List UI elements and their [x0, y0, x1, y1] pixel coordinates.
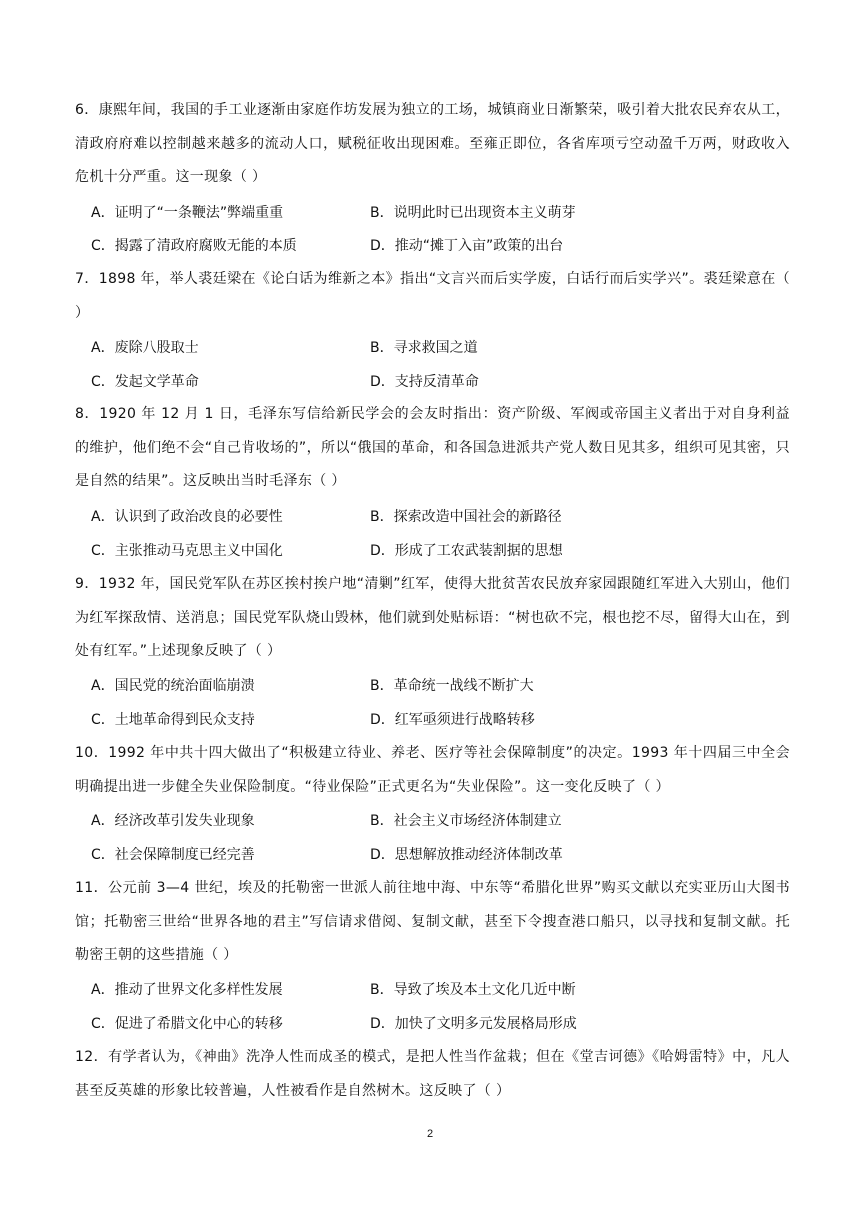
options-row-9-ab: [91, 669, 791, 703]
options-row-10-cd: [91, 838, 791, 872]
option-9-a: A．国民党的统治面临崩溃: [91, 678, 255, 694]
option-8-b: B．探索改造中国社会的新路径: [370, 509, 562, 525]
option-10-d: D．思想解放推动经济体制改革: [370, 847, 563, 863]
options-row-10-ab: [91, 804, 791, 838]
option-6-d: D．推动“摊丁入亩”政策的出台: [370, 238, 564, 254]
option-11-c: C．促进了希腊文化中心的转移: [91, 1016, 283, 1032]
option-10-b: B．社会主义市场经济体制建立: [370, 813, 562, 829]
options-row-7-ab: [91, 331, 791, 365]
option-9-d: D．红军亟须进行战略转移: [370, 712, 535, 728]
option-10-c: C．社会保障制度已经完善: [91, 847, 255, 863]
option-9-b: B．革命统一战线不断扩大: [370, 678, 534, 694]
question-6: 6．康熙年间，我国的手工业逐渐由家庭作坊发展为独立的工场，城镇商业日渐繁荣，吸引着大批农民弃农从工，清政府府难以控制越来越多的流动人口，赋税征收出现困难。至雍正即位，各省库项亏空动盈千万两，财政收入危机十分严重。这一现象（ ）: [75, 102, 790, 185]
question-7: 7．1898 年，举人裘廷梁在《论白话为维新之本》指出“文言兴而后实学废，白话行而后实学兴”。裘廷梁意在（ ）: [75, 271, 790, 321]
option-6-c: C．揭露了清政府腐败无能的本质: [91, 238, 297, 254]
option-9-c: C．土地革命得到民众支持: [91, 712, 255, 728]
option-7-d: D．支持反清革命: [370, 374, 479, 390]
option-8-d: D．形成了工农武装割据的思想: [370, 543, 563, 559]
option-6-b: B．说明此时已出现资本主义萌芽: [370, 205, 576, 221]
options-row-8-ab: [91, 500, 791, 534]
question-12: 12．有学者认为，《神曲》洗净人性而成圣的模式，是把人性当作盆栽；但在《堂吉诃德》《哈姆雷特》中，凡人甚至反英雄的形象比较普遍，人性被看作是自然树木。这反映了（ ）: [75, 1049, 790, 1099]
page-number: 2: [426, 1128, 434, 1140]
option-11-d: D．加快了文明多元发展格局形成: [370, 1016, 577, 1032]
option-7-c: C．发起文学革命: [91, 374, 199, 390]
option-11-b: B．导致了埃及本土文化几近中断: [370, 982, 576, 998]
option-7-a: A．废除八股取士: [91, 340, 199, 356]
options-row-9-cd: [91, 703, 791, 737]
option-10-a: A．经济改革引发失业现象: [91, 813, 255, 829]
question-8: 8．1920 年 12 月 1 日，毛泽东写信给新民学会的会友时指出：资产阶级、军阀或帝国主义者出于对自身利益的维护，他们绝不会“自己肯收场的”，所以“俄国的革命，和各国急进派共产党人数日见其多，组织可见其密，只是自然的结果”。这反映出当时毛泽东（ ）: [75, 406, 790, 489]
options-row-6-ab: [91, 196, 791, 230]
question-9: 9．1932 年，国民党军队在苏区挨村挨户地“清剿”红军，使得大批贫苦农民放弃家园跟随红军进入大别山，他们为红军探敌情、送消息；国民党军队烧山毁林，他们就到处贴标语：“树也砍不完，根也挖不尽，留得大山在，到处有红军。”上述现象反映了（ ）: [75, 576, 790, 659]
option-8-a: A．认识到了政治改良的必要性: [91, 509, 283, 525]
question-11: 11．公元前 3—4 世纪，埃及的托勒密一世派人前往地中海、中东等“希腊化世界”购买文献以充实亚历山大图书馆；托勒密三世给“世界各地的君主”写信请求借阅、复制文献，甚至下令搜查港口船只，以寻找和复制文献。托勒密王朝的这些措施（ ）: [75, 880, 790, 963]
question-10: 10．1992 年中共十四大做出了“积极建立待业、养老、医疗等社会保障制度”的决定。1993 年十四届三中全会明确提出进一步健全失业保险制度。“待业保险”正式更名为“失业保险”。这一变化反映了（ ）: [75, 745, 790, 795]
options-row-7-cd: [91, 365, 791, 399]
option-6-a: A．证明了“一条鞭法”弊端重重: [91, 205, 284, 221]
options-row-11-cd: [91, 1007, 791, 1041]
options-row-8-cd: [91, 534, 791, 568]
option-11-a: A．推动了世界文化多样性发展: [91, 982, 283, 998]
options-row-6-cd: [91, 229, 791, 263]
option-8-c: C．主张推动马克思主义中国化: [91, 543, 283, 559]
options-row-11-ab: [91, 973, 791, 1007]
option-7-b: B．寻求救国之道: [370, 340, 478, 356]
